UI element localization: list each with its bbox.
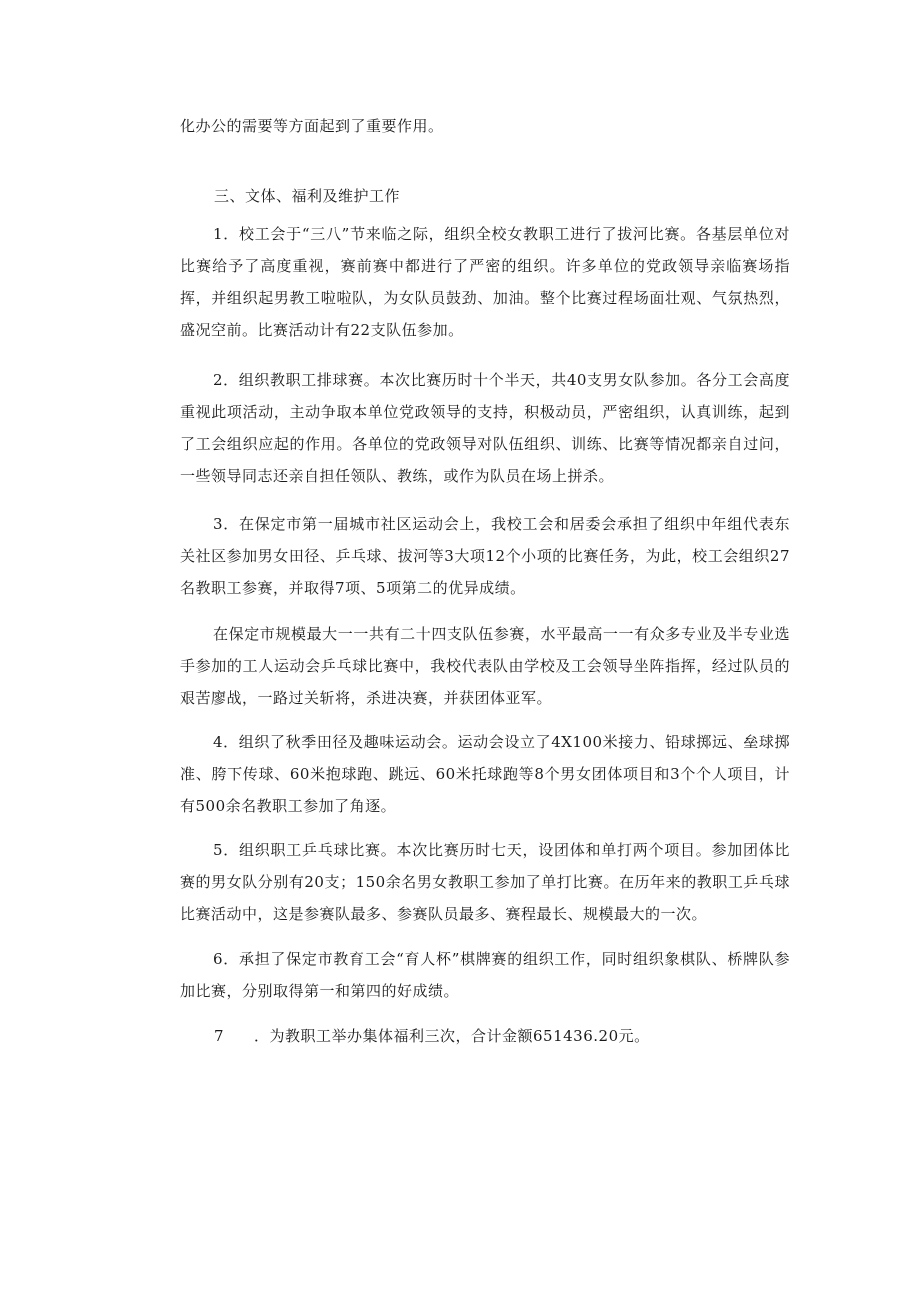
item-text: ．为教职工举办集体福利三次，合计金额651436.20元。 (254, 1027, 650, 1045)
paragraph-2: 2．组织教职工排球赛。本次比赛历时十个半天，共40支男女队参加。各分工会高度重视此项活动，主动争取本单位党政领导的支持，积极动员，严密组织，认真训练，起到了工会组织应起的作用。各单位的党政领导对队伍组织、训练、比赛等情况都亲自过问，一些领导同志还亲自担任领队、教练，或作为队员在场上拼杀。 (180, 371, 790, 485)
item-number: 7 (214, 1027, 225, 1045)
section-heading: 三、文体、福利及维护工作 (214, 187, 401, 205)
paragraph-3: 3．在保定市第一届城市社区运动会上，我校工会和居委会承担了组织中年组代表东关社区参加男女田径、乒乓球、拔河等3大项12个小项的比赛任务，为此，校工会组织27名教职工参赛，并取得7项、5项第二的优异成绩。 (180, 515, 790, 597)
paragraph-1: 1．校工会于“三八”节来临之际，组织全校女教职工进行了拔河比赛。各基层单位对比赛给予了高度重视，赛前赛中都进行了严密的组织。许多单位的党政领导亲临赛场指挥，并组织起男教工啦啦队，为女队员鼓劲、加油。整个比赛过程场面壮观、气氛热烈，盛况空前。比赛活动计有22支队伍参加。 (180, 225, 790, 339)
paragraph-5: 5．组织职工乒乓球比赛。本次比赛历时七天，设团体和单打两个项目。参加团体比赛的男女队分别有20支；150余名男女教职工参加了单打比赛。在历年来的教职工乒乓球比赛活动中，这是参赛队最多、参赛队员最多、赛程最长、规模最大的一次。 (180, 841, 790, 923)
paragraph-4: 4．组织了秋季田径及趣味运动会。运动会设立了4X100米接力、铅球掷远、垒球掷准、胯下传球、60米抱球跑、跳远、60米托球跑等8个男女团体项目和3个个人项目，计有500余名教职工参加了角逐。 (180, 733, 790, 815)
paragraph-3-continuation: 在保定市规模最大一一共有二十四支队伍参赛，水平最高一一有众多专业及半专业选手参加的工人运动会乒乓球比赛中，我校代表队由学校及工会领导坐阵指挥，经过队员的艰苦廖战，一路过关斩将，杀进决赛，并获团体亚军。 (180, 625, 790, 707)
paragraph-6: 6．承担了保定市教育工会“育人杯”棋牌赛的组织工作，同时组织象棋队、桥牌队参加比赛，分别取得第一和第四的好成绩。 (180, 950, 790, 1000)
continuation-text: 化办公的需要等方面起到了重要作用。 (180, 117, 444, 135)
paragraph-7 (214, 1020, 790, 1052)
